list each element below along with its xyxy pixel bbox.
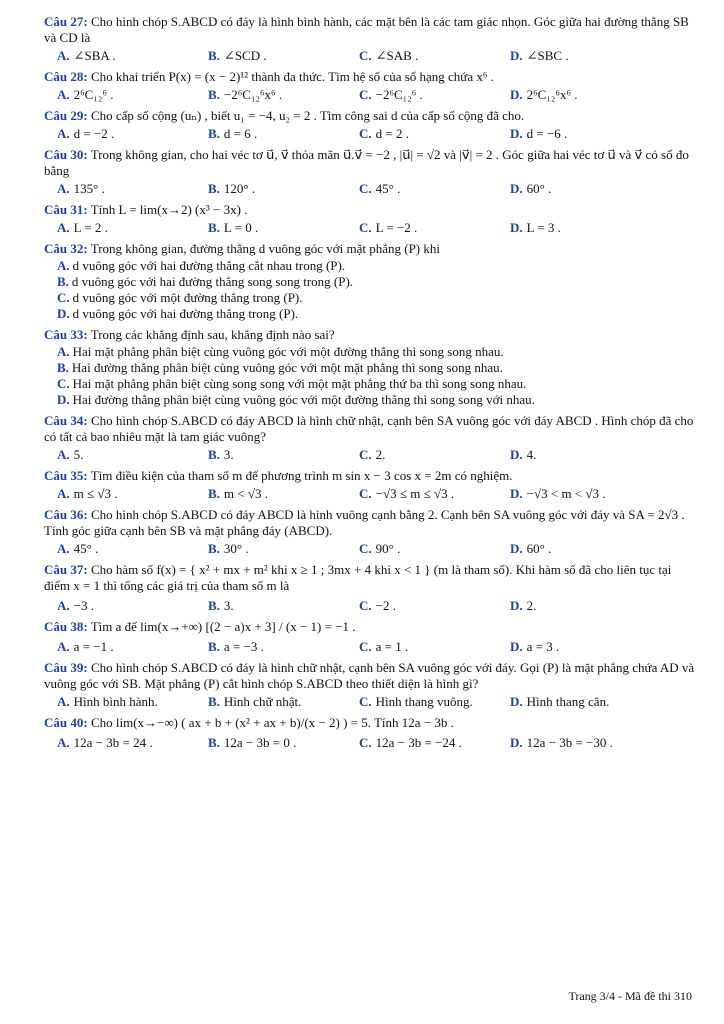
option-letter: D. — [57, 306, 70, 321]
option-text: 12a − 3b = −24 . — [375, 735, 462, 750]
option-letter: D. — [510, 220, 523, 235]
exam-page — [44, 14, 696, 756]
option-letter: A. — [57, 181, 70, 196]
answer-option — [57, 639, 208, 655]
option-letter: D. — [510, 48, 523, 63]
question-text: Tính L = lim(x→2) (x³ − 3x) . — [90, 202, 248, 217]
option-text: Hình bình hành. — [73, 694, 158, 709]
question — [44, 660, 696, 710]
answer-option — [208, 181, 359, 197]
answer-option — [208, 486, 359, 502]
option-letter: B. — [208, 694, 220, 709]
question — [44, 14, 696, 64]
option-text: −√3 < m < √3 . — [526, 486, 606, 501]
answer-option — [359, 87, 510, 103]
option-text: Hai mặt phẳng phân biệt cùng vuông góc với một đường thẳng thì song song nhau. — [72, 344, 504, 359]
option-text: Hai mặt phẳng phân biệt cùng song song với một mặt phẳng thứ ba thì song song nhau. — [72, 376, 527, 391]
option-letter: A. — [57, 735, 70, 750]
answer-options — [57, 694, 696, 710]
question-text: Trong không gian, đường thẳng d vuông góc với mặt phẳng (P) khi — [90, 241, 440, 256]
answer-option — [57, 258, 696, 274]
option-text: d = −6 . — [526, 126, 568, 141]
question-number: Câu 32: — [44, 241, 88, 256]
option-text: −2⁶C₁₂⁶ . — [375, 87, 423, 102]
option-letter: A. — [57, 344, 70, 359]
question-stem — [44, 327, 696, 343]
question — [44, 327, 696, 408]
answer-option — [57, 392, 696, 408]
option-text: d = −2 . — [73, 126, 115, 141]
question-number: Câu 31: — [44, 202, 88, 217]
option-letter: A. — [57, 598, 70, 613]
option-text: a = −3 . — [223, 639, 264, 654]
answer-option — [208, 447, 359, 463]
option-letter: D. — [510, 87, 523, 102]
question-text: Cho hàm số f(x) = { x² + mx + m² khi x ≥ 1 ; 3mx + 4 khi x < 1 } (m là tham số). Khi hàm số đã cho liên tục tại điểm x = 1 thì tổng các giá trị của tham số m là — [44, 562, 672, 593]
option-text: Hai đường thẳng phân biệt cùng vuông góc với một đường thẳng thì song song với nhau. — [72, 392, 535, 407]
option-text: −√3 ≤ m ≤ √3 . — [375, 486, 455, 501]
question-number: Câu 28: — [44, 69, 88, 84]
answer-options — [57, 639, 696, 655]
answer-option — [57, 447, 208, 463]
option-text: m ≤ √3 . — [73, 486, 118, 501]
answer-option — [208, 87, 359, 103]
option-letter: D. — [510, 486, 523, 501]
option-text: 120° . — [223, 181, 256, 196]
option-text: d vuông góc với một đường thẳng trong (P). — [72, 290, 303, 305]
answer-option — [510, 220, 661, 236]
option-text: ∠SCD . — [223, 48, 267, 63]
question-stem — [44, 660, 696, 692]
option-letter: D. — [510, 126, 523, 141]
option-letter: C. — [359, 486, 372, 501]
option-letter: C. — [359, 735, 372, 750]
option-letter: C. — [57, 376, 70, 391]
option-text: 3. — [223, 447, 234, 462]
answer-option — [57, 181, 208, 197]
answer-option — [359, 598, 510, 614]
question-stem — [44, 619, 696, 635]
option-text: 4. — [526, 447, 537, 462]
answer-option — [57, 598, 208, 614]
option-text: 135° . — [73, 181, 105, 196]
option-letter: A. — [57, 220, 70, 235]
answer-options — [57, 541, 696, 557]
option-text: 2. — [375, 447, 386, 462]
option-letter: D. — [510, 598, 523, 613]
option-text: Hình thang vuông. — [375, 694, 473, 709]
answer-option — [57, 735, 208, 751]
option-text: L = 3 . — [526, 220, 561, 235]
option-text: Hai đường thẳng phân biệt cùng vuông góc với một mặt phẳng thì song song nhau. — [71, 360, 503, 375]
question-stem — [44, 468, 696, 484]
question — [44, 69, 696, 103]
option-text: 60° . — [526, 541, 552, 556]
answer-option — [510, 735, 661, 751]
option-text: 5. — [73, 447, 84, 462]
answer-options — [57, 598, 696, 614]
question — [44, 108, 696, 142]
option-letter: B. — [208, 447, 220, 462]
question-stem — [44, 413, 696, 445]
option-letter: A. — [57, 48, 70, 63]
option-text: Hình chữ nhật. — [223, 694, 302, 709]
option-text: −3 . — [73, 598, 94, 613]
option-text: a = −1 . — [73, 639, 114, 654]
option-letter: C. — [359, 48, 372, 63]
option-letter: C. — [359, 87, 372, 102]
question-stem — [44, 202, 696, 218]
question-number: Câu 34: — [44, 413, 88, 428]
answer-option — [57, 344, 696, 360]
option-text: m < √3 . — [223, 486, 268, 501]
question-text: Cho hình chóp S.ABCD có đáy là hình chữ nhật, cạnh bên SA vuông góc với đáy. Gọi (P) là mặt phẳng chứa AD và vuông góc với SB. Mặt phẳng (P) cắt hình chóp S.ABCD theo thiết diện là hình gì? — [44, 660, 695, 691]
option-text: ∠SBA . — [73, 48, 116, 63]
question-number: Câu 33: — [44, 327, 88, 342]
option-letter: A. — [57, 258, 70, 273]
question-stem — [44, 14, 696, 46]
answer-option — [208, 48, 359, 64]
answer-option — [510, 694, 661, 710]
answer-option — [57, 274, 696, 290]
option-letter: D. — [510, 735, 523, 750]
option-text: 45° . — [375, 181, 401, 196]
option-letter: C. — [359, 181, 372, 196]
answer-option — [57, 694, 208, 710]
answer-option — [359, 735, 510, 751]
option-text: 2⁶C₁₂⁶ . — [73, 87, 114, 102]
option-text: a = 1 . — [375, 639, 409, 654]
option-letter: C. — [359, 447, 372, 462]
option-text: 2⁶C₁₂⁶x⁶ . — [526, 87, 578, 102]
question — [44, 507, 696, 557]
answer-options — [57, 735, 696, 751]
question — [44, 562, 696, 614]
option-letter: C. — [57, 290, 70, 305]
option-letter: B. — [208, 220, 220, 235]
answer-option — [510, 181, 661, 197]
option-text: d = 2 . — [375, 126, 409, 141]
question-text: Cho lim(x→−∞) ( ax + b + (x² + ax + b)/(x − 2) ) = 5. Tính 12a − 3b . — [90, 715, 454, 730]
answer-option — [510, 598, 661, 614]
answer-option — [359, 694, 510, 710]
question-number: Câu 36: — [44, 507, 88, 522]
option-letter: A. — [57, 639, 70, 654]
answer-option — [208, 694, 359, 710]
option-text: 2. — [526, 598, 537, 613]
option-letter: D. — [510, 447, 523, 462]
answer-option — [510, 48, 661, 64]
answer-option — [57, 126, 208, 142]
answer-option — [359, 181, 510, 197]
option-text: −2 . — [375, 598, 396, 613]
option-text: 90° . — [375, 541, 401, 556]
answer-option — [57, 306, 696, 322]
question-number: Câu 37: — [44, 562, 88, 577]
answer-option — [208, 735, 359, 751]
option-letter: A. — [57, 126, 70, 141]
option-text: d vuông góc với hai đường thẳng cắt nhau trong (P). — [72, 258, 346, 273]
question-stem — [44, 715, 696, 731]
answer-options — [57, 48, 696, 64]
option-letter: C. — [359, 541, 372, 556]
answer-option — [208, 639, 359, 655]
option-text: 12a − 3b = −30 . — [526, 735, 613, 750]
answer-option — [57, 48, 208, 64]
question-number: Câu 40: — [44, 715, 88, 730]
option-letter: C. — [359, 598, 372, 613]
question — [44, 413, 696, 463]
question-text: Cho hình chóp S.ABCD có đáy ABCD là hình vuông cạnh bằng 2. Cạnh bên SA vuông góc với đáy và SA = 2√3 . Tính góc giữa cạnh bên SB và mặt phẳng đáy (ABCD). — [44, 507, 685, 538]
answer-option — [57, 220, 208, 236]
question-text: Trong không gian, cho hai véc tơ u⃗, v⃗ thỏa mãn u⃗.v⃗ = −2 , |u⃗| = √2 và |v⃗| = 2 . Góc giữa hai véc tơ u⃗ và v⃗ có số đo bằng — [44, 147, 689, 178]
answer-option — [208, 541, 359, 557]
option-letter: D. — [57, 392, 70, 407]
option-text: 12a − 3b = 24 . — [73, 735, 153, 750]
answer-option — [57, 360, 696, 376]
question-number: Câu 35: — [44, 468, 88, 483]
question-text: Cho cấp số cộng (uₙ) , biết u₁ = −4, u₂ = 2 . Tìm công sai d của cấp số cộng đã cho. — [90, 108, 525, 123]
answer-options — [57, 486, 696, 502]
answer-option — [510, 126, 661, 142]
answer-options — [57, 344, 696, 408]
option-letter: B. — [57, 360, 69, 375]
answer-option — [208, 220, 359, 236]
option-letter: B. — [208, 87, 220, 102]
answer-option — [359, 220, 510, 236]
question-stem — [44, 147, 696, 179]
option-letter: B. — [208, 486, 220, 501]
option-text: d vuông góc với hai đường thẳng song song trong (P). — [71, 274, 354, 289]
option-letter: B. — [208, 639, 220, 654]
option-text: 45° . — [73, 541, 99, 556]
answer-option — [359, 486, 510, 502]
option-letter: C. — [359, 694, 372, 709]
option-letter: B. — [57, 274, 69, 289]
question — [44, 715, 696, 751]
answer-options — [57, 220, 696, 236]
question-text: Cho khai triển P(x) = (x − 2)¹² thành đa thức. Tìm hệ số của số hạng chứa x⁶ . — [90, 69, 494, 84]
answer-option — [57, 486, 208, 502]
option-letter: A. — [57, 541, 70, 556]
option-letter: D. — [510, 181, 523, 196]
option-letter: C. — [359, 639, 372, 654]
option-letter: B. — [208, 48, 220, 63]
option-text: L = 0 . — [223, 220, 259, 235]
question-text: Cho hình chóp S.ABCD có đáy là hình bình hành, các mặt bên là các tam giác nhọn. Góc giữa hai đường thẳng SB và CD là — [44, 14, 689, 45]
option-letter: B. — [208, 541, 220, 556]
answer-option — [510, 87, 661, 103]
answer-option — [359, 48, 510, 64]
option-letter: D. — [510, 694, 523, 709]
answer-option — [57, 87, 208, 103]
answer-options — [57, 447, 696, 463]
option-letter: D. — [510, 541, 523, 556]
page-footer: Trang 3/4 - Mã đề thi 310 — [568, 989, 692, 1003]
question-stem — [44, 507, 696, 539]
answer-options — [57, 87, 696, 103]
answer-option — [510, 447, 661, 463]
answer-option — [208, 598, 359, 614]
option-letter: D. — [510, 639, 523, 654]
answer-option — [510, 541, 661, 557]
answer-option — [359, 639, 510, 655]
option-text: L = 2 . — [73, 220, 108, 235]
question — [44, 202, 696, 236]
question-text: Tìm điều kiện của tham số m để phương trình m sin x − 3 cos x = 2m có nghiệm. — [90, 468, 513, 483]
question-stem — [44, 562, 696, 594]
answer-option — [57, 541, 208, 557]
option-letter: C. — [359, 126, 372, 141]
answer-option — [57, 376, 696, 392]
question-text: Tìm a để lim(x→+∞) [(2 − a)x + 3] / (x − 1) = −1 . — [90, 619, 356, 634]
question-stem — [44, 108, 696, 124]
option-text: 3. — [223, 598, 234, 613]
question — [44, 468, 696, 502]
option-text: d vuông góc với hai đường thẳng trong (P). — [72, 306, 299, 321]
answer-option — [359, 541, 510, 557]
question — [44, 147, 696, 197]
option-text: 60° . — [526, 181, 552, 196]
question-number: Câu 27: — [44, 14, 88, 29]
option-letter: B. — [208, 598, 220, 613]
option-letter: B. — [208, 126, 220, 141]
option-letter: A. — [57, 694, 70, 709]
question-stem — [44, 241, 696, 257]
option-letter: A. — [57, 87, 70, 102]
question — [44, 241, 696, 322]
option-text: 12a − 3b = 0 . — [223, 735, 297, 750]
option-text: L = −2 . — [375, 220, 418, 235]
answer-option — [57, 290, 696, 306]
option-letter: C. — [359, 220, 372, 235]
option-text: Hình thang cân. — [526, 694, 610, 709]
option-letter: B. — [208, 181, 220, 196]
option-text: 30° . — [223, 541, 249, 556]
question-number: Câu 38: — [44, 619, 88, 634]
option-text: ∠SBC . — [526, 48, 569, 63]
option-letter: B. — [208, 735, 220, 750]
answer-option — [510, 486, 661, 502]
answer-options — [57, 181, 696, 197]
answer-option — [359, 447, 510, 463]
answer-option — [510, 639, 661, 655]
option-text: ∠SAB . — [375, 48, 419, 63]
option-text: d = 6 . — [223, 126, 258, 141]
option-letter: A. — [57, 447, 70, 462]
question — [44, 619, 696, 655]
question-number: Câu 29: — [44, 108, 88, 123]
option-text: a = 3 . — [526, 639, 560, 654]
question-text: Trong các khẳng định sau, khẳng định nào sai? — [90, 327, 335, 342]
answer-options — [57, 126, 696, 142]
answer-option — [359, 126, 510, 142]
answer-option — [208, 126, 359, 142]
question-stem — [44, 69, 696, 85]
answer-options — [57, 258, 696, 322]
question-number: Câu 30: — [44, 147, 88, 162]
question-number: Câu 39: — [44, 660, 88, 675]
option-letter: A. — [57, 486, 70, 501]
option-text: −2⁶C₁₂⁶x⁶ . — [223, 87, 283, 102]
question-text: Cho hình chóp S.ABCD có đáy ABCD là hình chữ nhật, cạnh bên SA vuông góc với đáy ABCD . Hình chóp đã cho có tất cả bao nhiêu mặt là tam giác vuông? — [44, 413, 694, 444]
